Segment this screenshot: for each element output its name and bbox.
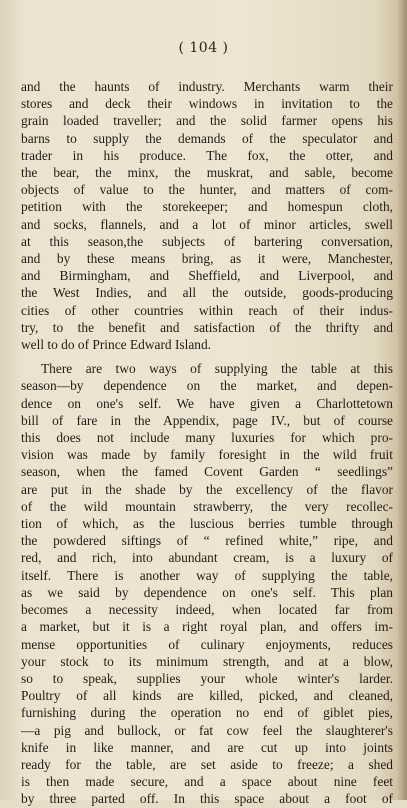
text-line: objects of value to the hunter, and matters of com- [21,182,393,198]
text-line: and Birmingham, and Sheffield, and Liverpool, and [21,268,393,284]
text-line: at this season,the subjects of bartering conversation, [21,233,393,249]
text-line: becomes a necessity indeed, when located far from [21,602,393,618]
text-line: of the wild mountain strawberry, the very recollec- [21,498,393,514]
text-line: furnishing during the operation no end of giblet pies, [21,705,393,721]
text-line: mense opportunities of culinary enjoyments, reduces [21,636,393,652]
paragraph-2 [21,360,393,807]
paragraph-1 [21,78,393,353]
text-line: and the haunts of industry. Merchants warm their [21,79,393,94]
text-line: knife in like manner, and are cut up into joints [21,739,393,755]
text-line: ready for the table, are set aside to freeze; a shed [21,756,393,772]
text-line: by three parted off. In this space about a foot of [21,791,393,807]
text-line: cities of other countries within reach of their indus- [21,302,393,318]
text-line: the bear, the minx, the muskrat, and sable, become [21,165,393,181]
text-line: tion of which, as the luscious berries tumble through [21,516,393,532]
text-line: grain loaded traveller; and the solid farmer opens his [21,113,393,129]
page-number: ( 104 ) [178,40,229,56]
text-line: the powdered siftings of “ refined white,” ripe, and [21,533,393,549]
text-line: barns to supply the demands of the speculator and [21,130,393,146]
text-line: There are two ways of supplying the table at this [41,361,393,377]
text-line: your stock to its minimum strength, and at a blow, [21,653,393,669]
text-line: this does not include many luxuries for which pro- [21,430,393,446]
text-line: well to do of Prince Edward Island. [21,337,212,353]
text-line: red, and rich, into abundant cream, is a luxury of [21,550,393,566]
text-line: season—by dependence on the market, and depen- [21,378,393,394]
text-line: season, when the famed Covent Garden “ seedlings” [21,464,393,480]
text-line: stores and deck their windows in invitation to the [21,96,393,112]
page-edge-shadow [397,0,407,800]
text-line: the West Indies, and all the outside, goods-producing [21,285,393,301]
text-line: try, to the benefit and satisfaction of the thrifty and [21,319,393,335]
text-line: so to speak, supplies your whole winter's larder. [21,670,393,686]
text-line: and socks, flannels, and a lot of minor articles, swell [21,216,393,232]
text-line: Poultry of all kinds are killed, picked, and cleaned, [21,688,393,704]
page-text [21,78,393,808]
text-line: petition with the storekeeper; and homespun cloth, [21,199,393,215]
text-line: —a pig and bullock, or fat cow feel the slaughterer's [21,722,393,738]
text-line: vision was made by family foresight in the wild fruit [21,447,393,463]
text-line: is then made secure, and a space about nine feet [21,774,393,790]
text-line: bill of fare in the Appendix, page IV., but of course [21,412,393,428]
text-line: as we said by dependence on one's self. This plan [21,584,393,600]
text-line: dence on one's self. We have given a Charlottetown [21,395,393,411]
text-line: are put in the shade by the excellency of the flavor [21,481,393,497]
text-line: itself. There is another way of supplying the table, [21,567,393,583]
text-line: a market, but it is a right royal plan, and offers im- [21,619,393,635]
paragraph-gap [21,353,393,360]
text-line: and by these means bring, as it were, Manchester, [21,251,393,267]
text-line: trader in his produce. The fox, the otter, and [21,147,393,163]
